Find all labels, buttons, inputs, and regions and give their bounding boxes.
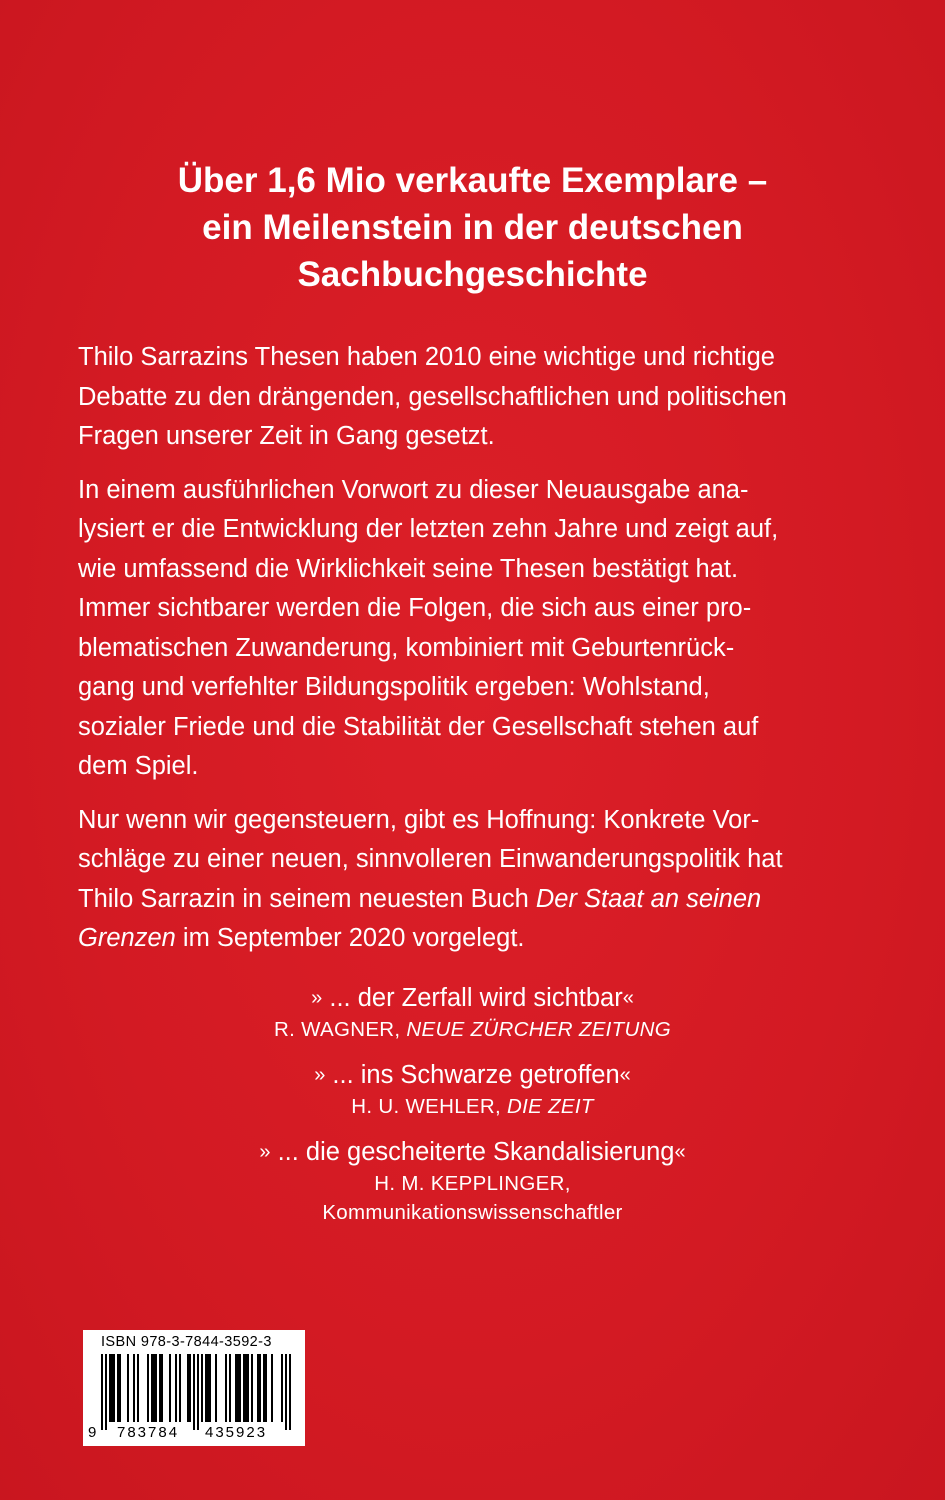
- barcode-bar: [175, 1354, 177, 1422]
- barcode-bar: [133, 1354, 135, 1422]
- quote-publication: NEUE ZÜRCHER ZEITUNG: [406, 1018, 671, 1041]
- barcode-bar: [229, 1354, 231, 1422]
- barcode-bar: [147, 1354, 149, 1422]
- quote-body: ... der Zerfall wird sichtbar: [322, 984, 623, 1012]
- quote-source: [80, 1015, 865, 1044]
- text-line: sozialer Friede und die Stabilität der Gesellschaft stehen auf: [78, 712, 759, 741]
- barcode-bar: [113, 1354, 115, 1422]
- close-guillemet: «: [619, 1064, 631, 1086]
- barcode-bar: [207, 1354, 209, 1422]
- barcode-bar: [245, 1354, 247, 1422]
- close-guillemet: «: [622, 987, 634, 1009]
- book-title-part: Grenzen: [78, 924, 176, 952]
- barcode-bar: [197, 1354, 199, 1430]
- barcode-digits-right: 435923: [205, 1424, 268, 1441]
- barcode-bar: [201, 1354, 203, 1422]
- barcode-bar: [117, 1354, 119, 1422]
- close-guillemet: «: [674, 1141, 686, 1163]
- barcode-bar: [137, 1354, 139, 1422]
- book-title-part: Der Staat an seinen: [535, 884, 762, 913]
- open-guillemet: »: [311, 987, 323, 1009]
- barcode-bar: [193, 1354, 195, 1430]
- text-line: lysiert er die Entwicklung der letzten zehn Jahre und zeigt auf,: [78, 515, 779, 543]
- press-quote: [80, 1136, 865, 1227]
- barcode-bar: [289, 1354, 291, 1430]
- text-fragment: im September 2020 vorgelegt.: [175, 924, 525, 952]
- quote-author: R. WAGNER,: [274, 1018, 407, 1041]
- text-line: Immer sichtbarer werden die Folgen, die sich aus einer pro-: [78, 594, 752, 622]
- open-guillemet: »: [314, 1064, 326, 1086]
- text-line: Thilo Sarrazins Thesen haben 2010 eine wichtige und richtige: [78, 343, 775, 371]
- text-line: [78, 880, 878, 920]
- quote-text: [80, 1059, 865, 1092]
- quote-source: [80, 1092, 865, 1121]
- barcode-bar: [151, 1354, 153, 1422]
- text-line: [78, 919, 878, 959]
- blurb-text: [78, 338, 878, 973]
- barcode-bar: [109, 1354, 111, 1422]
- text-line: In einem ausführlichen Vorwort zu dieser Neuausgabe ana-: [78, 475, 749, 504]
- press-quote: [80, 982, 865, 1044]
- paragraph-2: [78, 471, 878, 787]
- barcode-bar: [189, 1354, 191, 1422]
- text-line: Nur wenn wir gegensteuern, gibt es Hoffnung: Konkrete Vor-: [78, 805, 760, 834]
- quote-author: H. U. WEHLER,: [351, 1095, 507, 1118]
- barcode-bar: [251, 1354, 253, 1422]
- quote-publication: DIE ZEIT: [507, 1095, 594, 1118]
- barcode-bar: [111, 1354, 113, 1422]
- barcode-bar: [105, 1354, 107, 1430]
- paragraph-1: [78, 338, 878, 457]
- barcode-bar: [263, 1354, 265, 1422]
- text-line: schläge zu einer neuen, sinnvolleren Einwanderungspolitik hat: [78, 845, 783, 873]
- barcode-bar: [159, 1354, 161, 1422]
- barcode-bar: [169, 1354, 171, 1422]
- barcode-bar: [243, 1354, 245, 1422]
- barcode-bar: [235, 1354, 237, 1422]
- text-line: dem Spiel.: [78, 752, 199, 780]
- barcode-digit-first: 9: [88, 1424, 99, 1441]
- quote-body: ... die gescheiterte Skandalisierung: [270, 1138, 675, 1166]
- text-line: Debatte zu den drängenden, gesellschaftlichen und politischen: [78, 382, 787, 411]
- barcode-bar: [285, 1354, 287, 1430]
- barcode-bar: [247, 1354, 249, 1422]
- text-line: Fragen unserer Zeit in Gang gesetzt.: [78, 422, 495, 450]
- barcode-bar: [259, 1354, 261, 1422]
- headline-line: Über 1,6 Mio verkaufte Exemplare –: [177, 161, 768, 200]
- barcode-bar: [209, 1354, 211, 1422]
- quote-source-role: Kommunikationswissenschaftler: [322, 1201, 623, 1224]
- barcode-bar: [237, 1354, 239, 1422]
- barcode-bar: [187, 1354, 189, 1422]
- barcode-bar: [153, 1354, 155, 1422]
- barcode-bar: [161, 1354, 163, 1422]
- barcode-bar: [215, 1354, 217, 1422]
- text-line: wie umfassend die Wirklichkeit seine Thesen bestätigt hat.: [78, 554, 739, 583]
- quote-text: [80, 982, 865, 1015]
- barcode-bar: [225, 1354, 227, 1422]
- headline-line: ein Meilenstein in der deutschen: [202, 208, 743, 247]
- headline: [80, 157, 865, 298]
- quote-body: ... ins Schwarze getroffen: [325, 1061, 620, 1089]
- barcode-bar: [205, 1354, 207, 1422]
- headline-line: Sachbuchgeschichte: [297, 255, 648, 294]
- text-line: blematischen Zuwanderung, kombiniert mit Geburtenrück-: [78, 633, 735, 662]
- barcode-bar: [257, 1354, 259, 1422]
- barcode-bar: [155, 1354, 157, 1422]
- text-line: gang und verfehlter Bildungspolitik ergeben: Wohlstand,: [78, 673, 710, 701]
- quote-text: [80, 1136, 865, 1169]
- barcode-bar: [179, 1354, 181, 1422]
- barcode-bar: [127, 1354, 129, 1422]
- barcode-bar: [265, 1354, 267, 1422]
- barcode-bar: [101, 1354, 103, 1430]
- barcode-bar: [119, 1354, 121, 1422]
- barcode-digits-left: 783784: [117, 1424, 180, 1441]
- isbn-label: ISBN 978-3-7844-3592-3: [101, 1334, 272, 1350]
- press-quote: [80, 1059, 865, 1121]
- barcode-bar: [239, 1354, 241, 1422]
- open-guillemet: »: [259, 1141, 271, 1163]
- paragraph-3: [78, 801, 878, 959]
- isbn-barcode: [83, 1330, 305, 1446]
- barcode-bar: [281, 1354, 283, 1422]
- barcode-bar: [271, 1354, 273, 1422]
- quote-author: H. M. KEPPLINGER,: [374, 1172, 571, 1195]
- press-quotes: [80, 982, 865, 1242]
- text-fragment: Thilo Sarrazin in seinem neuesten Buch: [78, 884, 536, 913]
- quote-source: [80, 1169, 865, 1198]
